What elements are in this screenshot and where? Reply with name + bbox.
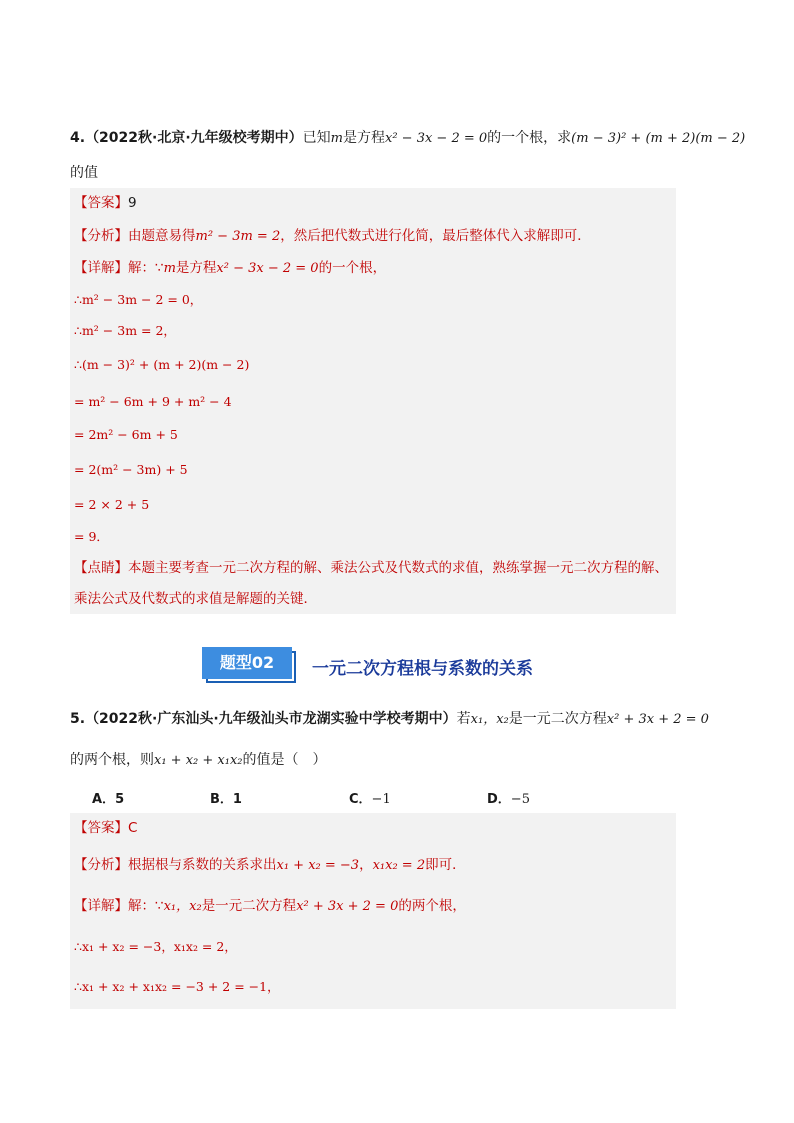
q5-stem-line2 (70, 750, 327, 771)
option-value: 5 (115, 792, 125, 807)
option-letter: A． (92, 792, 116, 807)
q4-detail (74, 258, 386, 279)
q4-step: ∴m² − 3m = 2， (74, 323, 176, 338)
option-letter: C． (349, 792, 372, 807)
q4-analysis-eq: m² − 3m = 2 (195, 229, 281, 244)
section-badge-label: 题型02 (202, 647, 292, 679)
q5-analysis-sep: ， (359, 857, 373, 873)
section-badge (202, 647, 298, 685)
q5-answer-value: C (128, 820, 138, 836)
q5-roots: x₁，x₂ (470, 712, 509, 727)
q5-stem-c: 的两个根，则 (70, 752, 154, 768)
analysis-tag: 【分析】 (74, 857, 128, 873)
q5-equation: x² + 3x + 2 = 0 (606, 712, 709, 727)
q5-detail-roots: x₁，x₂ (163, 899, 202, 914)
q5-answer (74, 818, 137, 838)
option-a[interactable] (92, 788, 124, 807)
q4-comment-1: 本题主要考查一元二次方程的解、乘法公式及代数式的求值，熟练掌握一元二次方程的解、 (128, 560, 668, 576)
q4-step: = 2(m² − 3m) + 5 (74, 462, 188, 477)
q4-analysis (74, 226, 591, 247)
q5-stem-line1 (70, 709, 709, 730)
q5-stem-b: 是一元二次方程 (508, 711, 607, 727)
q5-analysis (74, 855, 466, 876)
q5-detail-b: 是一元二次方程 (201, 898, 297, 914)
q4-source: （2022秋·北京·九年级校考期中） (85, 130, 303, 146)
q4-comment-line1 (74, 558, 668, 578)
q5-detail-c: 的两个根， (398, 898, 466, 914)
option-letter: D． (487, 792, 511, 807)
q4-stem-line1 (70, 128, 745, 149)
q4-number: 4. (70, 130, 86, 146)
q4-step: = m² − 6m + 9 + m² − 4 (74, 394, 232, 409)
q4-step: = 2m² − 6m + 5 (74, 427, 178, 442)
q4-step: = 9． (74, 529, 109, 544)
q4-analysis-b: ，然后把代数式进行化简，最后整体代入求解即可． (280, 228, 591, 244)
q5-expression: x₁ + x₂ + x₁x₂ (154, 753, 243, 768)
q5-step: ∴x₁ + x₂ + x₁x₂ = −3 + 2 = −1， (74, 979, 280, 994)
q4-equation: x² − 3x − 2 = 0 (385, 131, 488, 146)
q4-detail-b: 是方程 (175, 260, 217, 276)
option-d[interactable] (487, 788, 530, 807)
q5-source: （2022秋·广东汕头·九年级汕头市龙湖实验中学校考期中） (85, 711, 457, 727)
q5-step: ∴x₁ + x₂ = −3，x₁x₂ = 2， (74, 939, 237, 954)
q4-step: = 2 × 2 + 5 (74, 497, 150, 512)
q4-detail-eq: x² − 3x − 2 = 0 (216, 261, 319, 276)
option-letter: B． (210, 792, 233, 807)
q4-var-m: m (330, 131, 343, 146)
q5-number: 5. (70, 711, 86, 727)
option-value: −5 (510, 792, 530, 807)
q4-detail-c: 的一个根， (318, 260, 387, 276)
comment-tag: 【点睛】 (74, 560, 128, 576)
q4-detail-m: m (163, 261, 176, 276)
q4-analysis-a: 由题意易得 (128, 228, 196, 244)
option-value: 1 (232, 792, 242, 807)
q4-comment-line2: 乘法公式及代数式的求值是解题的关键． (74, 591, 317, 607)
q5-analysis-eq2: x₁x₂ = 2 (372, 858, 426, 873)
detail-tag: 【详解】 (74, 260, 128, 276)
q5-analysis-eq1: x₁ + x₂ = −3 (276, 858, 360, 873)
q5-detail-eq: x² + 3x + 2 = 0 (296, 899, 399, 914)
q5-analysis-a: 根据根与系数的关系求出 (128, 857, 277, 873)
option-b[interactable] (210, 788, 242, 807)
q5-stem-a: 若 (456, 711, 471, 727)
answer-tag: 【答案】 (74, 820, 128, 836)
q4-stem-a: 已知 (302, 130, 331, 146)
q5-analysis-b: 即可． (425, 857, 466, 873)
option-value: −1 (371, 792, 391, 807)
q5-stem-d: 的值是（ ） (242, 752, 327, 768)
q4-step: ∴(m − 3)² + (m + 2)(m − 2) (74, 357, 250, 372)
q4-stem-b: 是方程 (343, 130, 385, 146)
option-c[interactable] (349, 788, 391, 807)
q4-answer-value: 9 (128, 195, 137, 211)
detail-tag: 【详解】 (74, 898, 128, 914)
q5-detail-a: 解：∵ (128, 898, 164, 914)
q4-step: ∴m² − 3m − 2 = 0， (74, 292, 203, 307)
q4-stem-line2: 的值 (70, 165, 98, 181)
section-title: 一元二次方程根与系数的关系 (312, 659, 533, 679)
answer-tag: 【答案】 (74, 195, 128, 211)
q4-detail-a: 解：∵ (128, 260, 164, 276)
analysis-tag: 【分析】 (74, 228, 128, 244)
q4-answer (74, 193, 137, 213)
q4-expression: (m − 3)² + (m + 2)(m − 2) (571, 131, 746, 146)
q4-stem-c: 的一个根，求 (487, 130, 572, 146)
q5-detail (74, 896, 466, 917)
